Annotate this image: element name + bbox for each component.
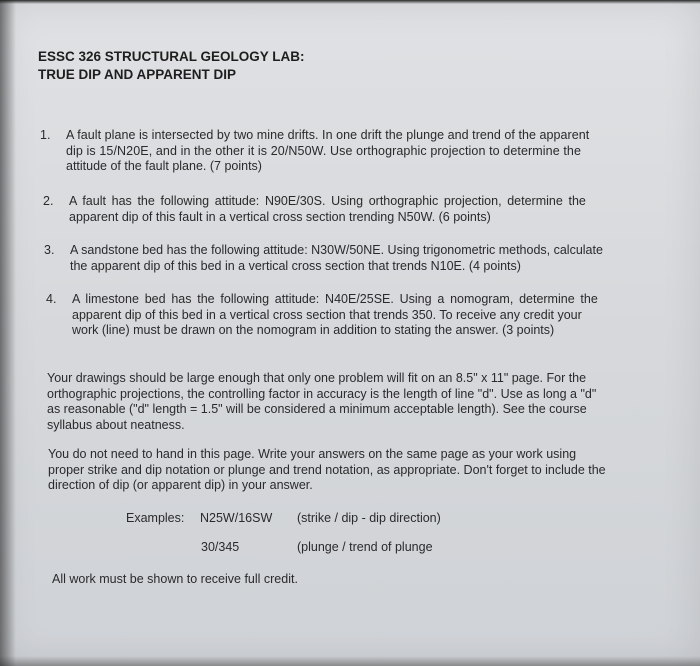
instructions-paragraph-1 xyxy=(47,371,596,433)
question-line: A sandstone bed has the following attitude: N30W/50NE. Using trigonometric methods, calculate xyxy=(70,243,603,257)
paragraph-line: You do not need to hand in this page. Write your answers on the same page as your work using xyxy=(48,447,577,461)
examples-label: Examples: xyxy=(126,511,185,525)
question-number: 2. xyxy=(43,194,54,208)
question-line: A limestone bed has the following attitude: N40E/25SE. Using a nomogram, determine the xyxy=(72,292,598,306)
plunge-trend-note: (plunge / trend of plunge xyxy=(297,540,433,554)
photo-edge-top xyxy=(0,0,700,4)
question-line: A fault has the following attitude: N90E/30S. Using orthographic projection, determine the xyxy=(69,194,586,208)
question-line: dip is 15/N20E, and in the other it is 20/N50W. Use orthographic projection to determine the xyxy=(66,143,582,158)
question-number: 4. xyxy=(46,292,57,306)
question-line: apparent dip of this bed in a vertical cross section that trends 350. To receive any credit your xyxy=(72,307,582,322)
instructions-paragraph-2 xyxy=(48,447,606,494)
strike-dip-note: (strike / dip - dip direction) xyxy=(297,511,441,525)
question-text xyxy=(70,243,603,274)
document-title xyxy=(38,48,305,84)
paragraph-line: direction of dip (or apparent dip) in your answer. xyxy=(48,478,313,492)
paragraph-line: proper strike and dip notation or plunge and trend notation, as appropriate. Don't forget to include the xyxy=(48,462,606,477)
question-line: the apparent dip of this bed in a vertical cross section that trends N10E. (4 points) xyxy=(70,258,521,273)
question-line: apparent dip of this fault in a vertical cross section trending N50W. (6 points) xyxy=(69,209,491,224)
question-line: work (line) must be drawn on the nomogram in addition to stating the answer. (3 points) xyxy=(72,323,555,337)
title-line-2: TRUE DIP AND APPARENT DIP xyxy=(38,67,237,82)
paragraph-line: as reasonable ("d" length = 1.5" will be considered a minimum acceptable length). See the course xyxy=(47,402,587,416)
question-text xyxy=(66,128,589,175)
strike-dip-example: N25W/16SW xyxy=(200,511,273,525)
question-number: 1. xyxy=(40,128,51,142)
question-line: A fault plane is intersected by two mine drifts. In one drift the plunge and trend of the apparent xyxy=(66,128,590,142)
paragraph-line: Your drawings should be large enough that only one problem will fit on an 8.5" x 11" page. For the xyxy=(47,371,587,385)
question-text xyxy=(69,194,586,225)
footer-note: All work must be shown to receive full credit. xyxy=(52,572,298,586)
question-line: attitude of the fault plane. (7 points) xyxy=(66,159,262,173)
paragraph-line: syllabus about neatness. xyxy=(47,417,185,432)
paragraph-line: orthographic projections, the controlling factor in accuracy is the length of line "d". Use as long a "d" xyxy=(47,386,597,401)
photo-edge-left xyxy=(0,0,16,666)
question-number: 3. xyxy=(44,243,55,257)
photo-edge-bottom xyxy=(0,656,700,666)
question-text xyxy=(72,292,598,339)
plunge-trend-example: 30/345 xyxy=(201,540,240,554)
title-line-1: ESSC 326 STRUCTURAL GEOLOGY LAB: xyxy=(38,49,305,64)
